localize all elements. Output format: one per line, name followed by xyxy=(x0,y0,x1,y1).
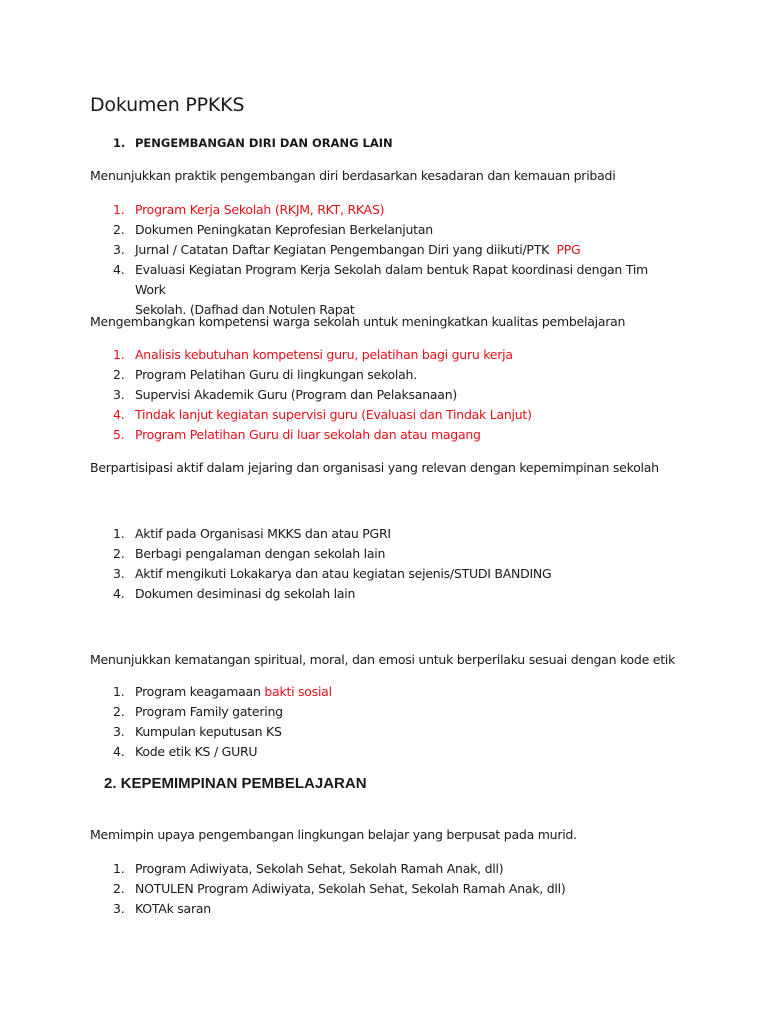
section-2-heading: 2. KEPEMIMPINAN PEMBELAJARAN xyxy=(104,775,367,792)
section-1-number: 1. xyxy=(113,136,126,150)
highlight-text: PPG xyxy=(556,242,581,257)
group-3-paragraph: Berpartisipasi aktif dalam jejaring dan organisasi yang relevan dengan kepemimpinan sekolah xyxy=(90,460,659,475)
group-2-paragraph: Mengembangkan kompetensi warga sekolah untuk meningkatkan kualitas pembelajaran xyxy=(90,314,626,329)
section-1-title: PENGEMBANGAN DIRI DAN ORANG LAIN xyxy=(135,136,393,150)
group-4-paragraph: Menunjukkan kematangan spiritual, moral, dan emosi untuk berperilaku sesuai dengan kode etik xyxy=(90,652,676,667)
highlight-text: bakti sosial xyxy=(264,684,332,699)
group-5-paragraph: Memimpin upaya pengembangan lingkungan belajar yang berpusat pada murid. xyxy=(90,827,577,842)
document-title: Dokumen PPKKS xyxy=(90,94,245,116)
group-1-paragraph: Menunjukkan praktik pengembangan diri berdasarkan kesadaran dan kemauan pribadi xyxy=(90,168,616,183)
document-page: Dokumen PPKKS 1. PENGEMBANGAN DIRI DAN ORANG LAIN Menunjukkan praktik pengembangan diri berdasarkan kesadaran dan kemauan pribadi 1. Program Kerja Sekolah (RKJM, RKT, RKAS) 2. Dokumen Peningkatan Keprofesian Berkelanjutan 3. Jurnal / Catatan Daftar Kegiatan Pengembangan Diri yang diikuti/PTK PPG 4. Evaluasi Kegiatan Program Kerja Sekolah dalam bentuk Rapat koordinasi dengan Tim Work Sekolah. (Dafhad dan Notulen Rapat Mengembangkan kompetensi warga sekolah untuk meningkatkan kualitas pembelajaran 1. Analisis kebutuhan kompetensi guru, pelatihan bagi guru kerja 2. Program Pelatihan Guru di lingkungan sekolah. 3. Supervisi Akademik Guru (Program dan Pelaksanaan) 4. Tindak lanjut kegiatan supervisi guru (Evaluasi dan Tindak Lanjut) 5. Program Pelatihan Guru di luar sekolah dan atau magang Berpartisipasi aktif dalam jejaring dan organisasi yang relevan dengan kepemimpinan sekolah 1. Aktif pada Organisasi MKKS dan atau PGRI 2. Berbagi pengalaman dengan sekolah lain 3. Aktif mengikuti Lokakarya dan atau kegiatan sejenis/STUDI BANDING 4. Dokumen desiminasi dg sekolah lain Menunjukkan kematangan spiritual, moral, dan emosi untuk berperilaku sesuai dengan kode etik 1. Program keagamaan bakti sosial 2. Program Family gatering 3. Kumpulan keputusan KS 4. Kode etik KS / GURU 2. KEPEMIMPINAN PEMBELAJARAN Memimpin upaya pengembangan lingkungan belajar yang berpusat pada murid. 1. Program Adiwiyata, Sekolah Sehat, Sekolah Ramah Anak, dll) 2. NOTULEN Program Adiwiyata, Sekolah Sehat, Sekolah Ramah Anak, dll) 3. KOTAk saran xyxy=(90,94,676,916)
section-1-heading xyxy=(113,136,393,150)
